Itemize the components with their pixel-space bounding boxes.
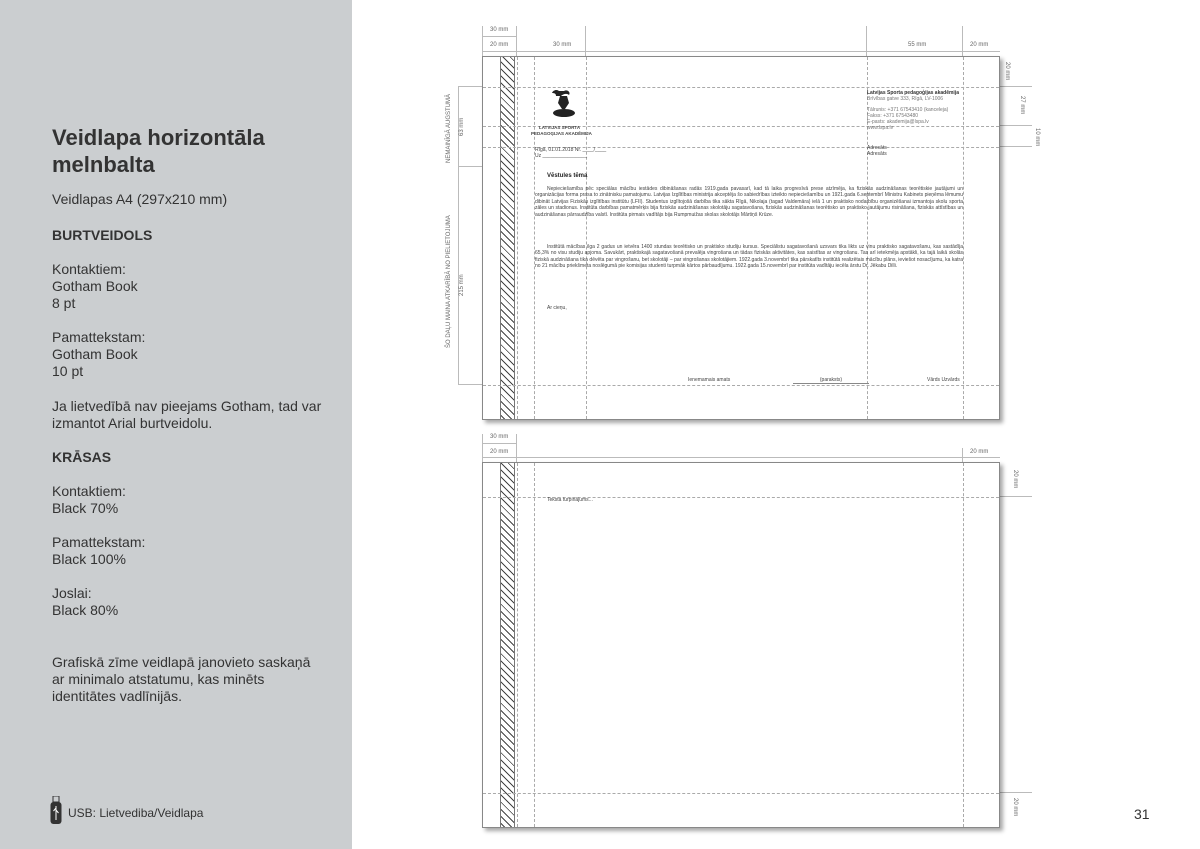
- colors-heading: KRĀSAS: [52, 449, 112, 465]
- dim-label-55mm: 55 mm: [908, 42, 927, 48]
- contacts-font-block: [52, 261, 342, 312]
- guide-line: [534, 57, 535, 419]
- guide-line: [963, 57, 964, 419]
- color-stripe-label: Joslai:: [52, 585, 92, 601]
- dim-line: [1000, 125, 1032, 126]
- letterhead-continuation-page: [482, 462, 1000, 828]
- guide-line: [534, 463, 535, 827]
- dim-label-fixed-height: NEMAINĪGĀ AUGSTUMĀ: [446, 93, 452, 163]
- sidebar: [0, 0, 352, 849]
- logo-note: Grafiskā zīme veidlapā janovieto saskaņā ar minimalo atstatumu, kas minēts identitātes vadlīnijās.: [52, 654, 311, 704]
- dim-label-20mm-right: 20 mm: [1012, 798, 1018, 817]
- dim-line: [1000, 792, 1032, 793]
- page-title: Veidlapa horizontāla melnbalta: [52, 125, 265, 177]
- body-font-block: [52, 329, 342, 380]
- dim-label-30mm: 30 mm: [553, 42, 572, 48]
- dim-tick: [458, 384, 482, 385]
- org-email: E-pasts: akademija@lspa.lv: [867, 119, 929, 125]
- dim-label-30mm: 30 mm: [490, 434, 509, 440]
- fallback-note: Ja lietvedībā nav pieejams Gotham, tad var izmantot Arial burtveidolu.: [52, 398, 322, 431]
- dim-label-215mm: 215 mm: [459, 274, 465, 296]
- org-phone: Tālrunis: +371 67543410 (kanceleja): [867, 107, 949, 113]
- dim-label-20mm: 20 mm: [970, 449, 989, 455]
- signature-position: Ienemamais amats: [688, 377, 731, 383]
- letterhead-first-page: [482, 56, 1000, 420]
- body-font-name: Gotham Book: [52, 346, 138, 362]
- dim-label-20mm-right: 20 mm: [1012, 470, 1018, 489]
- body-font-label: Pamattekstam:: [52, 329, 146, 345]
- color-stripe-block: [52, 585, 342, 619]
- dim-line: [482, 36, 516, 37]
- contacts-font-name: Gotham Book: [52, 278, 138, 294]
- dim-line: [1000, 496, 1032, 497]
- dim-label-10mm: 10 mm: [1034, 128, 1040, 147]
- color-contacts-block: [52, 483, 342, 517]
- dim-tick: [962, 448, 963, 462]
- org-name: Latvijas Sporta pedagoģijas akadēmija: [867, 90, 959, 96]
- dim-label-20mm: 20 mm: [490, 449, 509, 455]
- dim-tick: [516, 26, 517, 56]
- letter-paragraph-2: Institūtā mācības ilga 2 gadus un ietvēra 1400 stundas teorētisko un praktisko studiju kursus. Speciālistu sagatavošanā uzsvars tika likts uz vinu praktisko sagatavošanu, kas sastādīja 65,3% no visu studiju apjoma. Savukārt, praktiskajā sagatavošanā prevalēja vingrošana un tādas fiziskās aktivitātes, kas saistītas ar vingrošanu. Tas arī ietekmēja apstākli, ka tajā laikā skolās fiziskā audzināšana tika dēvēta par vingrošanu, bet skolotāji – par vingrošanas skolotājiem. 1922.gada 3.novembrī tika pārskatīts institūtā realizētais mācību plāns, ieviešot nosacījumu, ka katra no 21 mācību priekšmeta noslēgumā pie komisijas studenti turpmāk kārtos pārbaudījumu. 1922.gada 15.novembrī par institūta vadītāju iecēla ārstu Dr. Jēkabu Dilli.: [535, 244, 963, 270]
- page-subtitle: Veidlapas A4 (297x210 mm): [52, 191, 228, 207]
- signatory-name: Vārds Uzvārds: [927, 377, 960, 383]
- usb-icon: [50, 796, 62, 829]
- dim-line: [1000, 86, 1032, 87]
- contacts-font-label: Kontaktiem:: [52, 261, 126, 277]
- guide-line: [483, 385, 999, 386]
- reference-line: Uz ________________: [535, 153, 587, 159]
- dim-line: [482, 457, 1000, 458]
- dim-label-27mm: 27 mm: [1019, 96, 1025, 115]
- dim-line: [482, 443, 516, 444]
- dim-label-30mm: 30 mm: [490, 27, 509, 33]
- dim-label-20mm-right: 20 mm: [1004, 62, 1010, 81]
- color-contacts-label: Kontaktiem:: [52, 483, 126, 499]
- guide-line: [517, 463, 518, 827]
- dim-tick: [458, 86, 482, 87]
- dim-tick: [516, 434, 517, 462]
- fonts-heading: BURTVEIDOLS: [52, 227, 153, 243]
- addressee-2: Adresāts: [867, 151, 887, 157]
- colors-section: [52, 449, 342, 466]
- org-web: www.lspa.lv: [867, 125, 894, 131]
- color-contacts-value: Black 70%: [52, 500, 119, 516]
- org-fax: Fakss: +371 67543480: [867, 113, 919, 119]
- dim-tick: [866, 26, 867, 56]
- letter-subject: Vēstules tēma: [547, 173, 588, 179]
- usb-path: [50, 796, 203, 829]
- page-number: 31: [1134, 806, 1150, 822]
- dim-tick: [585, 26, 586, 56]
- dim-tick: [482, 434, 483, 462]
- dim-line: [1000, 146, 1032, 147]
- dim-tick: [962, 26, 963, 56]
- dim-tick: [458, 166, 482, 167]
- letter-paragraph-1: Nepieciešamība pēc speciālas mācību iestādes dibināšanas radās 1919.gada pavasarī, kad tā laika progresīvā prese atzīmēja, ka fiziskās audzināšanas teorētiskie jautājumi un organizācijas forma prasa to zinātnisku pamatojumu. Latvijas Izglītības ministrija akceptēja šo sabiedrības izteikto nepieciešamību un 1921.gada 6.septembrī Ministru Kabinets pieņēma lēmumu dibināt Latvijas Fiziskās izglītības institūtu (LFII). Studentus izglītojošā darbība tika sākta Rīgā, Nikolaja (tagad Valdemāra) ielā 1 un praktisko nodarbību organizēšanai izmantoja skolu sporta zāles un stadionus. Institūta darbības pamatmērķis bija fiziskās audzināšanas skolotāju sagatavošana, fiziskās audzināšanas teorētisko un praktisko jautājumu risināšana, fiziskās attīstības un audzināšanas pārraudzība valstī. Institūta pirmais vadītājs bija Rumpmuižas skolas skolotājs Mārtiņš Krūze.: [535, 186, 963, 218]
- decorative-stripe: [500, 463, 515, 827]
- color-stripe-value: Black 80%: [52, 602, 119, 618]
- dim-line: [482, 51, 1000, 52]
- color-body-label: Pamattekstam:: [52, 534, 146, 550]
- color-body-value: Black 100%: [52, 551, 126, 567]
- date-number-line: Rīgā, 01.01.2018 Nr. ____/____: [535, 147, 607, 153]
- usb-path-text: USB: Lietvediba/Veidlapa: [68, 805, 204, 820]
- fonts-section: [52, 227, 342, 244]
- continuation-text: Teksta turpinājums...: [547, 497, 593, 503]
- logo-line2: PEDAGOĢIJAS AKADĒMIJA: [531, 131, 592, 136]
- org-address: Brīvības gatve 333, Rīgā, LV-1006: [867, 96, 944, 102]
- dim-label-variable-part: ŠO DAĻU MAINA ATKARĪBĀ NO PIELIETOJUMA: [446, 215, 452, 348]
- color-body-block: [52, 534, 342, 568]
- signature-field: (paraksts): [793, 377, 869, 384]
- dim-label-20mm: 20 mm: [970, 42, 989, 48]
- dim-label-63mm: 63 mm: [459, 117, 465, 136]
- dim-tick: [482, 26, 483, 56]
- guide-line: [963, 463, 964, 827]
- guide-line: [483, 793, 999, 794]
- dim-label-20mm: 20 mm: [490, 42, 509, 48]
- decorative-stripe: [500, 57, 515, 419]
- logo-line1: LATVIJAS SPORTA: [539, 125, 581, 130]
- guide-line: [517, 57, 518, 419]
- addressee-1: Adresāts: [867, 145, 887, 151]
- letter-closing: Ar cieņu,: [547, 305, 567, 311]
- contacts-font-size: 8 pt: [52, 295, 76, 311]
- body-font-size: 10 pt: [52, 363, 84, 379]
